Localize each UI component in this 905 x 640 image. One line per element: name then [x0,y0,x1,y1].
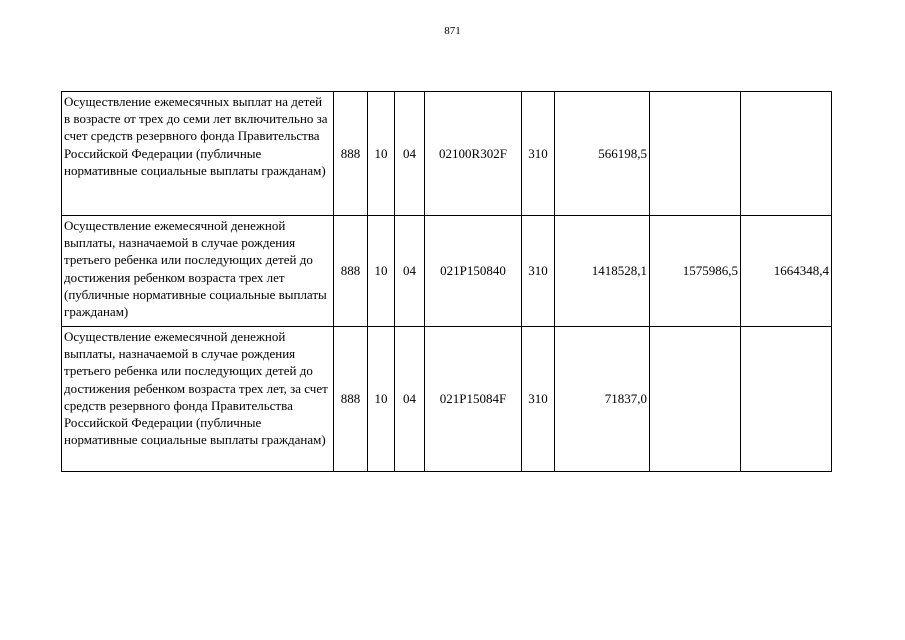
amount-3: 1664348,4 [741,216,832,327]
section-code: 10 [368,216,395,327]
amount-2 [650,327,741,472]
expense-type-code: 310 [522,92,555,216]
row-description: Осуществление ежемесячной денежной выплаты, назначаемой в случае рождения третьего ребенка или последующих детей до достижения ребенком возраста трех лет (публичные нормативные социальные выплаты гражданам) [62,216,334,327]
amount-1: 566198,5 [555,92,650,216]
target-article-code: 021P15084F [425,327,522,472]
target-article-code: 02100R302F [425,92,522,216]
expense-type-code: 310 [522,327,555,472]
amount-2: 1575986,5 [650,216,741,327]
amount-1: 1418528,1 [555,216,650,327]
subsection-code: 04 [395,92,425,216]
row-description: Осуществление ежемесячной денежной выплаты, назначаемой в случае рождения третьего ребенка или последующих детей до достижения ребенком возраста трех лет, за счет средств резервного фонда Правительства Российской Федерации (публичные нормативные социальные выплаты гражданам) [62,327,334,472]
table-row [62,216,832,327]
ministry-code: 888 [334,327,368,472]
amount-3 [741,92,832,216]
section-code: 10 [368,327,395,472]
budget-table [61,91,832,472]
ministry-code: 888 [334,92,368,216]
table-row [62,327,832,472]
amount-1: 71837,0 [555,327,650,472]
page-number: 871 [444,25,461,37]
target-article-code: 021P150840 [425,216,522,327]
section-code: 10 [368,92,395,216]
row-description: Осуществление ежемесячных выплат на детей в возрасте от трех до семи лет включительно за счет средств резервного фонда Правительства Российской Федерации (публичные нормативные социальные выплаты гражданам) [62,92,334,216]
table-row [62,92,832,216]
amount-3 [741,327,832,472]
expense-type-code: 310 [522,216,555,327]
ministry-code: 888 [334,216,368,327]
subsection-code: 04 [395,216,425,327]
amount-2 [650,92,741,216]
subsection-code: 04 [395,327,425,472]
